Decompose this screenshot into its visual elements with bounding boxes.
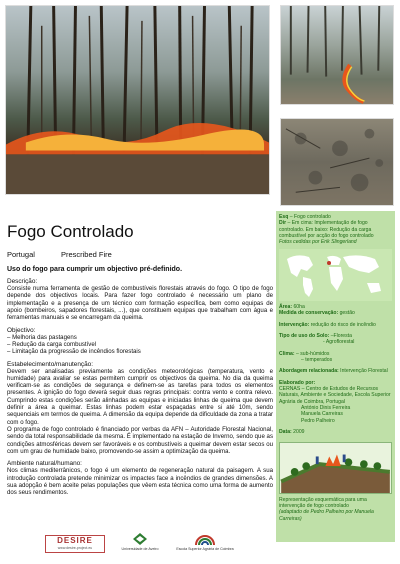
intervention-line: Intervenção: redução do risco de incêndio (279, 321, 376, 328)
climate-line: Clima: – sub-húmidos (279, 350, 330, 357)
forest-fire-image (6, 6, 269, 194)
approach-line: Abordagem relacionada: Intervenção Florestal (279, 368, 388, 375)
land-use-line-2: - Agroflorestal (323, 339, 355, 346)
diagram-caption: Representação esquemática para uma intervenção de fogo controlado (279, 496, 367, 509)
conservation-line: Medida de conservação: gestão (279, 310, 355, 317)
description-heading: Descrição: (7, 278, 38, 285)
university-logo: Universidade de Aveiro (120, 533, 160, 555)
maintenance-paragraph: O programa de fogo controlado é financiado por verbas da AFN – Autoridade Florestal Nacional, sendo da total responsabilidade da mesma. É implementado na estação de Inverno, sendo que as condições atmosféricas devem ser favoráveis e os combustíveis a queimar devem estar secos ou com um grau de humidade baixo, promovendo-se assim a optimização da queima. (7, 426, 273, 455)
caption-left: Esq – Fogo controlado (279, 214, 331, 220)
english-title: Prescribed Fire (60, 250, 112, 259)
author: Pedro Palheiro (301, 417, 335, 424)
date-line: Data: 2009 (279, 429, 305, 436)
description-text: Consiste numa ferramenta de gestão de combustíveis florestais através do fogo. O tipo de fogo depende dos objectivos locais. Para fazer fogo controlado é necessário um plano de implementação e a presença de um técnico com formação específica, bem como equipas de apoio (bombeiros, sapadores florestais, ...), que constituem equipas que trabalham com água e ferramentas manuais e se encarregam da queima. (7, 285, 273, 322)
burnt-ground-image (281, 119, 393, 205)
objective-item: – Redução da carga combustível (7, 340, 97, 348)
prepared-by-org: CERNAS – Centro de Estudos de Recursos Naturais, Ambiente e Sociedade, Escola Superior Agrária de Coimbra, Portugal (279, 386, 391, 405)
world-map (279, 249, 392, 301)
info-sidebar (276, 211, 395, 542)
photo-credit: Fotos cedidas por Erik Slingerland (279, 239, 357, 246)
prescribed-fire-photo (5, 5, 270, 195)
objective-item: – Limitação da progressão de incêndios florestais (7, 348, 141, 356)
diagram-credit: (adaptado de Pedro Palheiro por Manuela Carreiras) (279, 509, 374, 522)
fuel-reduction-photo (280, 118, 394, 206)
author: Manuela Carreiras (301, 411, 343, 418)
objective-item: – Melhoria das pastagens (7, 333, 77, 341)
fire-implementation-photo (280, 5, 394, 105)
page-title: Fogo Controlado (7, 222, 134, 241)
fire-diagram (279, 442, 392, 494)
objective-heading: Objectivo: (7, 326, 36, 334)
climate-line-2: – temperados (301, 356, 333, 363)
caption-right: Dir – Em cima: Implementação de fogo controlado. Em baixo: Redução da carga combustível por acção do fogo controlado (279, 220, 374, 240)
environment-text: Nos climas mediterrânicos, o fogo é um elemento de regeneração natural da paisagem. A sua introdução controlada pretende minimizar os impactes face a incêndios de grandes dimensões. A sua adopção é bem aceite pelas populações que vêem esta técnica como uma forma de aumento dos seus rendimentos. (7, 467, 273, 497)
main-content (7, 222, 273, 497)
subtitle-row (7, 250, 273, 259)
author: António Dinis Ferreira (301, 405, 351, 412)
fire-diagram-illustration (280, 443, 391, 493)
esac-arch-icon (194, 533, 216, 545)
area-line: Área: 60ha (279, 303, 305, 310)
prepared-by-label: Elaborado por: (279, 379, 316, 386)
lead-sentence: Uso do fogo para cumprir um objectivo pré-definido. (7, 266, 183, 273)
maintenance-heading: Estabelecimento/manutenção: (7, 360, 93, 368)
land-use-line: Tipo de uso do Solo: –Floresta (279, 332, 352, 339)
maintenance-paragraph: Devem ser analisadas previamente as condições meteorológicas (temperatura, vento e humidade) para avaliar se estas permitem cumprir os objectivos da queima. No dia da queima verificam-se as condições de segurança e definem-se as tarefas para todos os elementos presentes. A ignição do fogo deverá seguir duas regras principais: contra vento e contra relevo. Cumprindo estas condições serão alinhadas as equipas e iniciadas linhas de queima que devem definir a área a queimar. Estas linhas podem estar espaçadas entre si até 10m, sendo sequenciais em termos de queima. A dimensão da equipa depende da dificuldade da zona a tratar com o fogo. (7, 367, 273, 426)
fire-line-image (281, 6, 393, 104)
country-label: Portugal (7, 250, 35, 259)
university-crest-icon (133, 533, 147, 545)
world-map-icon (279, 249, 392, 301)
environment-heading: Ambiente natural/humano: (7, 460, 82, 468)
esac-logo: Escola Superior Agrária de Coimbra (170, 533, 240, 555)
partner-logos (42, 533, 242, 558)
desire-logo: DESIRE www.desire-project.eu (45, 535, 105, 553)
